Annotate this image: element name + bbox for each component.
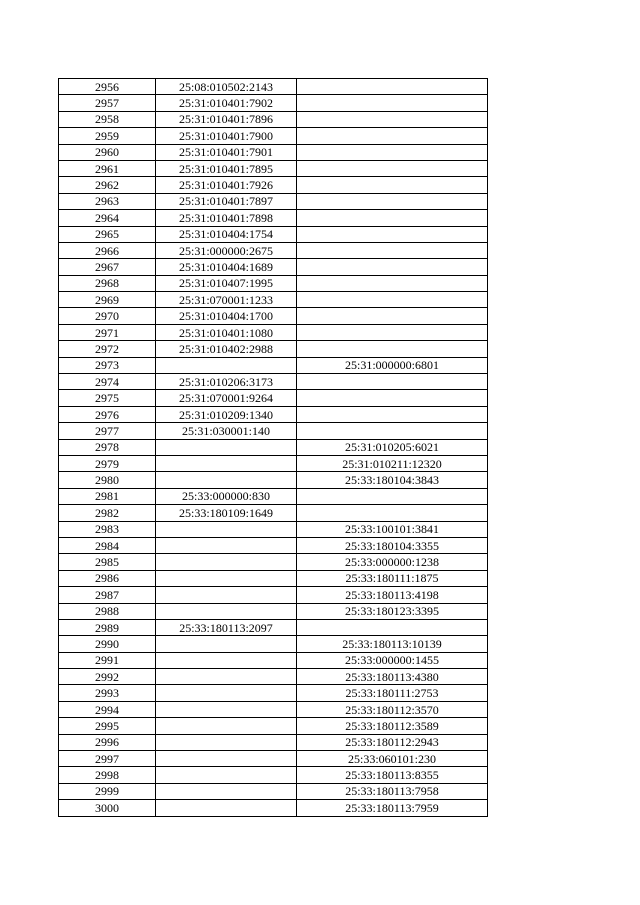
cadastral-number-alt-cell: 25:33:000000:1455 [297,652,488,668]
cadastral-number-cell [156,570,297,586]
row-number-cell: 2974 [59,374,156,390]
cadastral-number-alt-cell [297,308,488,324]
cadastral-number-cell [156,734,297,750]
cadastral-number-alt-cell [297,177,488,193]
row-number-cell: 2977 [59,423,156,439]
row-number-cell: 2975 [59,390,156,406]
cadastral-number-alt-cell [297,259,488,275]
row-number-cell: 2979 [59,455,156,471]
row-number-cell: 2991 [59,652,156,668]
table-row [59,406,488,422]
table-row [59,685,488,701]
cadastral-number-cell: 25:31:070001:1233 [156,292,297,308]
table-row [59,751,488,767]
cadastral-number-alt-cell [297,390,488,406]
table-row [59,603,488,619]
cadastral-number-table [58,78,488,817]
cadastral-number-alt-cell [297,95,488,111]
row-number-cell: 2998 [59,767,156,783]
cadastral-number-alt-cell [297,226,488,242]
cadastral-number-alt-cell: 25:33:180123:3395 [297,603,488,619]
row-number-cell: 2959 [59,128,156,144]
table-row [59,390,488,406]
cadastral-number-cell [156,439,297,455]
cadastral-number-cell [156,537,297,553]
table-row [59,505,488,521]
cadastral-number-alt-cell: 25:33:100101:3841 [297,521,488,537]
row-number-cell: 2988 [59,603,156,619]
table-row [59,374,488,390]
cadastral-number-alt-cell [297,423,488,439]
table-row [59,423,488,439]
row-number-cell: 2968 [59,275,156,291]
cadastral-number-alt-cell [297,193,488,209]
table-row [59,800,488,816]
row-number-cell: 2962 [59,177,156,193]
cadastral-number-cell: 25:31:010401:7900 [156,128,297,144]
cadastral-number-alt-cell: 25:33:180113:7959 [297,800,488,816]
cadastral-number-cell [156,800,297,816]
table-row [59,128,488,144]
cadastral-number-alt-cell [297,128,488,144]
cadastral-number-cell [156,636,297,652]
cadastral-number-cell: 25:33:180109:1649 [156,505,297,521]
table-row [59,718,488,734]
table-row [59,652,488,668]
cadastral-number-alt-cell: 25:33:180104:3355 [297,537,488,553]
cadastral-number-alt-cell [297,79,488,95]
cadastral-number-cell: 25:31:010401:7926 [156,177,297,193]
cadastral-number-alt-cell: 25:33:180112:3589 [297,718,488,734]
cadastral-number-cell: 25:33:180113:2097 [156,619,297,635]
row-number-cell: 2995 [59,718,156,734]
cadastral-number-alt-cell [297,292,488,308]
row-number-cell: 2996 [59,734,156,750]
cadastral-number-cell [156,718,297,734]
row-number-cell: 2992 [59,669,156,685]
table-row [59,669,488,685]
cadastral-number-alt-cell: 25:33:180104:3843 [297,472,488,488]
row-number-cell: 2976 [59,406,156,422]
table-row [59,554,488,570]
row-number-cell: 2958 [59,111,156,127]
cadastral-number-alt-cell [297,619,488,635]
row-number-cell: 2987 [59,587,156,603]
table-row [59,357,488,373]
cadastral-number-alt-cell [297,210,488,226]
table-row [59,242,488,258]
row-number-cell: 2994 [59,701,156,717]
cadastral-number-cell [156,603,297,619]
row-number-cell: 2999 [59,783,156,799]
cadastral-number-cell [156,472,297,488]
row-number-cell: 2993 [59,685,156,701]
cadastral-number-cell: 25:31:010401:7902 [156,95,297,111]
row-number-cell: 2990 [59,636,156,652]
cadastral-number-alt-cell: 25:31:000000:6801 [297,357,488,373]
table-row [59,619,488,635]
row-number-cell: 2982 [59,505,156,521]
table-row [59,259,488,275]
cadastral-number-cell [156,554,297,570]
cadastral-number-cell [156,783,297,799]
cadastral-number-cell: 25:31:030001:140 [156,423,297,439]
row-number-cell: 2989 [59,619,156,635]
row-number-cell: 2957 [59,95,156,111]
row-number-cell: 2966 [59,242,156,258]
table-row [59,111,488,127]
cadastral-number-cell [156,521,297,537]
table-body [59,79,488,817]
cadastral-number-alt-cell: 25:33:180112:3570 [297,701,488,717]
table-row [59,144,488,160]
table-row [59,488,488,504]
cadastral-number-cell: 25:31:010404:1689 [156,259,297,275]
row-number-cell: 2986 [59,570,156,586]
table-row [59,177,488,193]
cadastral-number-cell [156,357,297,373]
cadastral-number-cell [156,652,297,668]
table-row [59,587,488,603]
cadastral-number-cell [156,701,297,717]
table-row [59,455,488,471]
cadastral-number-cell [156,767,297,783]
row-number-cell: 2960 [59,144,156,160]
cadastral-number-cell [156,587,297,603]
row-number-cell: 2978 [59,439,156,455]
cadastral-number-cell: 25:08:010502:2143 [156,79,297,95]
cadastral-number-cell: 25:31:010407:1995 [156,275,297,291]
cadastral-number-alt-cell [297,275,488,291]
table-row [59,701,488,717]
cadastral-number-cell: 25:31:010401:1080 [156,324,297,340]
cadastral-number-cell [156,685,297,701]
cadastral-number-alt-cell: 25:33:180113:8355 [297,767,488,783]
cadastral-number-cell: 25:31:010401:7898 [156,210,297,226]
cadastral-number-cell: 25:31:010401:7901 [156,144,297,160]
table-row [59,160,488,176]
cadastral-number-cell: 25:31:010206:3173 [156,374,297,390]
cadastral-number-alt-cell: 25:33:180111:1875 [297,570,488,586]
row-number-cell: 2984 [59,537,156,553]
table-row [59,734,488,750]
cadastral-number-cell [156,455,297,471]
table-row [59,292,488,308]
row-number-cell: 2980 [59,472,156,488]
cadastral-number-alt-cell [297,505,488,521]
table-row [59,226,488,242]
table-row [59,439,488,455]
cadastral-number-cell: 25:31:010401:7897 [156,193,297,209]
cadastral-number-alt-cell [297,111,488,127]
cadastral-number-alt-cell [297,324,488,340]
cadastral-number-alt-cell: 25:33:180111:2753 [297,685,488,701]
cadastral-number-cell [156,751,297,767]
row-number-cell: 3000 [59,800,156,816]
row-number-cell: 2997 [59,751,156,767]
cadastral-number-alt-cell: 25:33:060101:230 [297,751,488,767]
cadastral-number-cell: 25:31:010402:2988 [156,341,297,357]
table-row [59,537,488,553]
row-number-cell: 2983 [59,521,156,537]
cadastral-number-alt-cell: 25:33:000000:1238 [297,554,488,570]
table-row [59,193,488,209]
table-row [59,636,488,652]
cadastral-number-alt-cell: 25:33:180113:4380 [297,669,488,685]
row-number-cell: 2970 [59,308,156,324]
cadastral-number-cell: 25:31:000000:2675 [156,242,297,258]
cadastral-number-alt-cell [297,144,488,160]
cadastral-number-cell [156,669,297,685]
cadastral-number-cell: 25:31:010401:7896 [156,111,297,127]
table-row [59,275,488,291]
cadastral-number-cell: 25:31:070001:9264 [156,390,297,406]
table-row [59,472,488,488]
cadastral-number-cell: 25:31:010404:1754 [156,226,297,242]
row-number-cell: 2972 [59,341,156,357]
table-row [59,324,488,340]
row-number-cell: 2956 [59,79,156,95]
row-number-cell: 2971 [59,324,156,340]
row-number-cell: 2961 [59,160,156,176]
row-number-cell: 2967 [59,259,156,275]
cadastral-number-alt-cell [297,488,488,504]
table-row [59,341,488,357]
cadastral-number-alt-cell: 25:33:180112:2943 [297,734,488,750]
cadastral-number-alt-cell: 25:33:180113:10139 [297,636,488,652]
table-row [59,570,488,586]
cadastral-number-alt-cell: 25:31:010205:6021 [297,439,488,455]
row-number-cell: 2965 [59,226,156,242]
table-row [59,210,488,226]
cadastral-number-alt-cell [297,242,488,258]
cadastral-number-alt-cell [297,406,488,422]
cadastral-number-cell: 25:31:010404:1700 [156,308,297,324]
table-row [59,521,488,537]
row-number-cell: 2969 [59,292,156,308]
cadastral-number-alt-cell: 25:31:010211:12320 [297,455,488,471]
cadastral-number-cell: 25:31:010209:1340 [156,406,297,422]
row-number-cell: 2985 [59,554,156,570]
table-row [59,767,488,783]
cadastral-number-alt-cell [297,374,488,390]
row-number-cell: 2964 [59,210,156,226]
cadastral-number-cell: 25:31:010401:7895 [156,160,297,176]
cadastral-number-alt-cell: 25:33:180113:4198 [297,587,488,603]
row-number-cell: 2981 [59,488,156,504]
cadastral-number-alt-cell: 25:33:180113:7958 [297,783,488,799]
table-row [59,308,488,324]
row-number-cell: 2973 [59,357,156,373]
table-row [59,79,488,95]
table-row [59,95,488,111]
cadastral-number-alt-cell [297,341,488,357]
cadastral-number-cell: 25:33:000000:830 [156,488,297,504]
table-row [59,783,488,799]
row-number-cell: 2963 [59,193,156,209]
cadastral-number-alt-cell [297,160,488,176]
